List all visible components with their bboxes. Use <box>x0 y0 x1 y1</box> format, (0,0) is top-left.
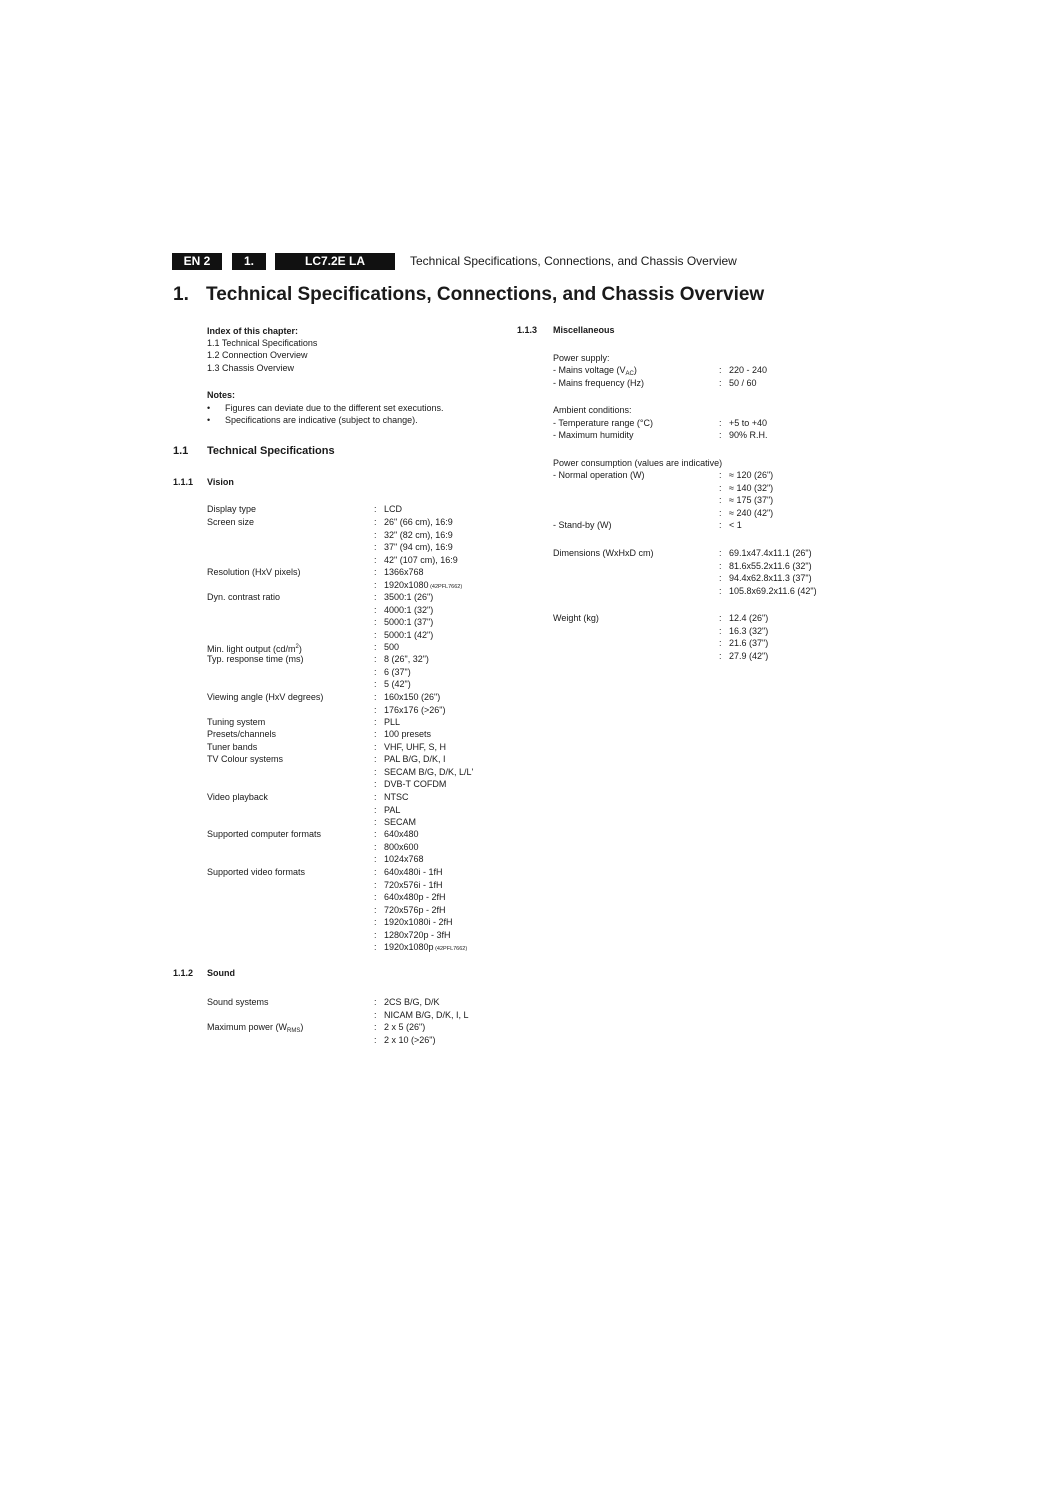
colon-separator: : <box>374 554 377 565</box>
colon-separator: : <box>719 430 722 440</box>
spec-value-response-time: 5 (42") <box>384 679 411 689</box>
colon-separator: : <box>374 854 377 864</box>
spec-label-screen-size: Screen size <box>207 517 255 527</box>
colon-separator: : <box>374 666 377 677</box>
spec-value-dimensions: 105.8x69.2x11.6 (42") <box>729 585 817 596</box>
bullet: • <box>207 403 211 413</box>
spec-label-sound-systems: Sound systems <box>207 997 269 1007</box>
colon-separator: : <box>374 567 377 577</box>
spec-value-video-formats: 1280x720p - 3fH <box>384 929 451 940</box>
spec-value-video-formats: 1920x1080p (42PFL7662) <box>384 942 468 952</box>
spec-label-presets: Presets/channels <box>207 729 277 739</box>
spec-value-video-formats: 720x576i - 1fH <box>384 879 443 890</box>
colon-separator: : <box>374 766 377 777</box>
spec-value-viewing-angle: 176x176 (>26") <box>384 704 446 715</box>
colon-separator: : <box>719 418 722 428</box>
colon-separator: : <box>374 792 377 802</box>
colon-separator: : <box>374 754 377 764</box>
colon-separator: : <box>719 365 722 375</box>
model-note: (42PFL7662) <box>428 583 463 590</box>
spec-value-screen-size: 42" (107 cm), 16:9 <box>384 554 458 565</box>
spec-label-mains-voltage: - Mains voltage $(V_{AC})$ <box>553 365 637 377</box>
spec-value-tuner-bands: VHF, UHF, S, H <box>384 742 447 752</box>
colon-separator: : <box>374 779 377 789</box>
spec-value-response-time: 8 (26", 32") <box>384 654 429 664</box>
consumption-heading: Power consumption (values are indicative) <box>553 458 723 468</box>
colon-separator: : <box>374 679 377 689</box>
colon-separator: : <box>719 625 722 636</box>
spec-value-colour-systems: PAL B/G, D/K, I <box>384 754 446 764</box>
chapter-number-badge: 1. <box>232 253 266 270</box>
colon-separator: : <box>374 629 377 640</box>
spec-label-viewing-angle: Viewing angle (HxV degrees) <box>207 692 324 702</box>
spec-value-resolution: 1920x1080 (42PFL7662) <box>384 579 463 590</box>
spec-label-tuning-system: Tuning system <box>207 717 266 727</box>
spec-label-temperature: - Temperature range (°C) <box>553 418 653 428</box>
spec-value-video-playback: SECAM <box>384 817 417 827</box>
spec-value-light-output: 500 <box>384 642 400 652</box>
spec-value-contrast: 4000:1 (32") <box>384 604 434 615</box>
note-item: Figures can deviate due to the different set executions. <box>225 403 444 413</box>
colon-separator: : <box>374 717 377 727</box>
colon-separator: : <box>374 817 377 827</box>
spec-value-weight: 27.9 (42") <box>729 650 769 661</box>
colon-separator: : <box>374 729 377 739</box>
power-supply-heading: Power supply: <box>553 353 610 363</box>
colon-separator: : <box>374 904 377 915</box>
colon-separator: : <box>719 470 722 480</box>
spec-value-display-type: LCD <box>384 504 403 514</box>
colon-separator: : <box>374 892 377 902</box>
notes-heading: Notes: <box>207 390 236 400</box>
subsection-number: 1.1.2 <box>173 968 194 978</box>
spec-value-dimensions: 69.1x47.4x11.1 (26") <box>729 548 812 558</box>
spec-value-normal-operation: ≈ 140 (32") <box>729 482 774 493</box>
index-item: 1.1 Technical Specifications <box>207 338 318 348</box>
colon-separator: : <box>719 548 722 558</box>
spec-label-display-type: Display type <box>207 504 257 514</box>
section-number: 1.1 <box>173 445 189 457</box>
spec-label-response-time: Typ. response time (ms) <box>207 654 304 664</box>
chapter-title-text: Technical Specifications, Connections, and Chassis Overview <box>206 284 765 305</box>
spec-value-max-power: 2 x 5 (26") <box>384 1022 426 1032</box>
subsection-title: Sound <box>207 968 235 978</box>
spec-value-standby: < 1 <box>729 520 742 530</box>
spec-label-colour-systems: TV Colour systems <box>207 754 284 764</box>
spec-label-tuner-bands: Tuner bands <box>207 742 258 752</box>
colon-separator: : <box>374 542 377 552</box>
spec-label-video-playback: Video playback <box>207 792 268 802</box>
colon-separator: : <box>719 585 722 596</box>
spec-value-normal-operation: ≈ 120 (26") <box>729 470 774 480</box>
spec-value-contrast: 3500:1 (26") <box>384 592 434 602</box>
index-item: 1.3 Chassis Overview <box>207 363 295 373</box>
colon-separator: : <box>374 1022 377 1032</box>
colon-separator: : <box>719 507 722 518</box>
spec-value-weight: 12.4 (26") <box>729 613 769 623</box>
spec-value-mains-voltage: 220 - 240 <box>729 365 768 375</box>
colon-separator: : <box>374 704 377 715</box>
spec-value-resolution: 1366x768 <box>384 567 424 577</box>
colon-separator: : <box>719 613 722 623</box>
spec-value-viewing-angle: 160x150 (26") <box>384 692 441 702</box>
spec-value-screen-size: 32" (82 cm), 16:9 <box>384 529 453 540</box>
subsection-number: 1.1.1 <box>173 477 194 487</box>
spec-value-tuning-system: PLL <box>384 717 401 727</box>
spec-label-max-power: Maximum power $(W_{RMS})$ <box>207 1022 304 1034</box>
index-item: 1.2 Connection Overview <box>207 350 308 360</box>
colon-separator: : <box>374 997 377 1007</box>
colon-separator: : <box>374 604 377 615</box>
colon-separator: : <box>374 579 377 590</box>
spec-value-humidity: 90% R.H. <box>729 430 768 440</box>
running-header-title: Technical Specifications, Connections, and Chassis Overview <box>410 254 737 268</box>
ambient-heading: Ambient conditions: <box>553 405 632 415</box>
spec-label-computer-formats: Supported computer formats <box>207 829 322 839</box>
spec-value-video-playback: NTSC <box>384 792 409 802</box>
spec-value-normal-operation: ≈ 175 (37") <box>729 495 774 505</box>
spec-value-sound-systems: 2CS B/G, D/K <box>384 997 440 1007</box>
spec-value-colour-systems: SECAM B/G, D/K, L/L' <box>384 766 474 777</box>
colon-separator: : <box>719 520 722 530</box>
colon-separator: : <box>719 638 722 648</box>
spec-value-colour-systems: DVB-T COFDM <box>384 779 447 789</box>
spec-label-standby: - Stand-by (W) <box>553 520 612 530</box>
colon-separator: : <box>719 650 722 661</box>
subsection-title: Miscellaneous <box>553 325 615 335</box>
spec-label-video-formats: Supported video formats <box>207 867 306 877</box>
spec-value-contrast: 5000:1 (37") <box>384 617 434 627</box>
spec-value-response-time: 6 (37") <box>384 666 411 677</box>
spec-label-mains-frequency: - Mains frequency (Hz) <box>553 378 645 388</box>
colon-separator: : <box>374 841 377 852</box>
colon-separator: : <box>374 654 377 664</box>
colon-separator: : <box>374 804 377 815</box>
spec-label-contrast: Dyn. contrast ratio <box>207 592 281 602</box>
spec-label-resolution: Resolution (HxV pixels) <box>207 567 301 577</box>
spec-value-dimensions: 81.6x55.2x11.6 (32") <box>729 560 812 571</box>
spec-value-video-formats: 640x480p - 2fH <box>384 892 446 902</box>
colon-separator: : <box>374 929 377 940</box>
spec-value-weight: 21.6 (37") <box>729 638 769 648</box>
spec-label-humidity: - Maximum humidity <box>553 430 634 440</box>
spec-value-video-formats: 1920x1080i - 2fH <box>384 917 453 927</box>
spec-value-weight: 16.3 (32") <box>729 625 769 636</box>
spec-value-screen-size: 26" (66 cm), 16:9 <box>384 517 453 527</box>
spec-value-normal-operation: ≈ 240 (42") <box>729 507 774 518</box>
spec-value-video-formats: 640x480i - 1fH <box>384 867 443 877</box>
colon-separator: : <box>719 482 722 493</box>
section-title: Technical Specifications <box>207 445 335 457</box>
colon-separator: : <box>374 742 377 752</box>
spec-value-contrast: 5000:1 (42") <box>384 629 434 640</box>
colon-separator: : <box>374 642 377 652</box>
colon-separator: : <box>719 573 722 583</box>
spec-value-video-formats: 720x576p - 2fH <box>384 904 446 915</box>
colon-separator: : <box>719 378 722 388</box>
spec-value-screen-size: 37" (94 cm), 16:9 <box>384 542 453 552</box>
colon-separator: : <box>374 504 377 514</box>
colon-separator: : <box>374 517 377 527</box>
colon-separator: : <box>374 1034 377 1045</box>
spec-value-mains-frequency: 50 / 60 <box>729 378 757 388</box>
spec-value-computer-formats: 800x600 <box>384 841 419 852</box>
colon-separator: : <box>374 1009 377 1020</box>
model-note: (42PFL7662) <box>433 946 468 952</box>
model-badge: LC7.2E LA <box>275 253 395 270</box>
colon-separator: : <box>719 495 722 505</box>
spec-value-dimensions: 94.4x62.8x11.3 (37") <box>729 573 812 583</box>
spec-value-max-power: 2 x 10 (>26") <box>384 1034 436 1045</box>
colon-separator: : <box>374 692 377 702</box>
note-item: Specifications are indicative (subject to change). <box>225 415 418 425</box>
index-heading: Index of this chapter: <box>207 326 299 336</box>
subsection-title: Vision <box>207 477 234 487</box>
colon-separator: : <box>374 942 377 952</box>
spec-value-sound-systems: NICAM B/G, D/K, I, L <box>384 1009 469 1020</box>
spec-label-weight: Weight (kg) <box>553 613 599 623</box>
colon-separator: : <box>719 560 722 571</box>
colon-separator: : <box>374 529 377 540</box>
chapter-title-number: 1. <box>173 284 189 305</box>
colon-separator: : <box>374 829 377 839</box>
spec-label-dimensions: Dimensions (WxHxD cm) <box>553 548 654 558</box>
spec-value-computer-formats: 1024x768 <box>384 854 424 864</box>
spec-value-computer-formats: 640x480 <box>384 829 419 839</box>
colon-separator: : <box>374 617 377 627</box>
colon-separator: : <box>374 592 377 602</box>
colon-separator: : <box>374 917 377 927</box>
bullet: • <box>207 415 211 425</box>
subsection-number: 1.1.3 <box>517 325 538 335</box>
chapter-title <box>173 284 764 306</box>
spec-value-temperature: +5 to +40 <box>729 418 768 428</box>
spec-value-video-playback: PAL <box>384 804 401 815</box>
spec-value-presets: 100 presets <box>384 729 432 739</box>
page-code-badge: EN 2 <box>172 253 222 270</box>
colon-separator: : <box>374 867 377 877</box>
colon-separator: : <box>374 879 377 890</box>
spec-label-normal-operation: - Normal operation (W) <box>553 470 645 480</box>
spec-label-light-output: Min. light output $(cd/m^2)$ <box>207 644 302 654</box>
